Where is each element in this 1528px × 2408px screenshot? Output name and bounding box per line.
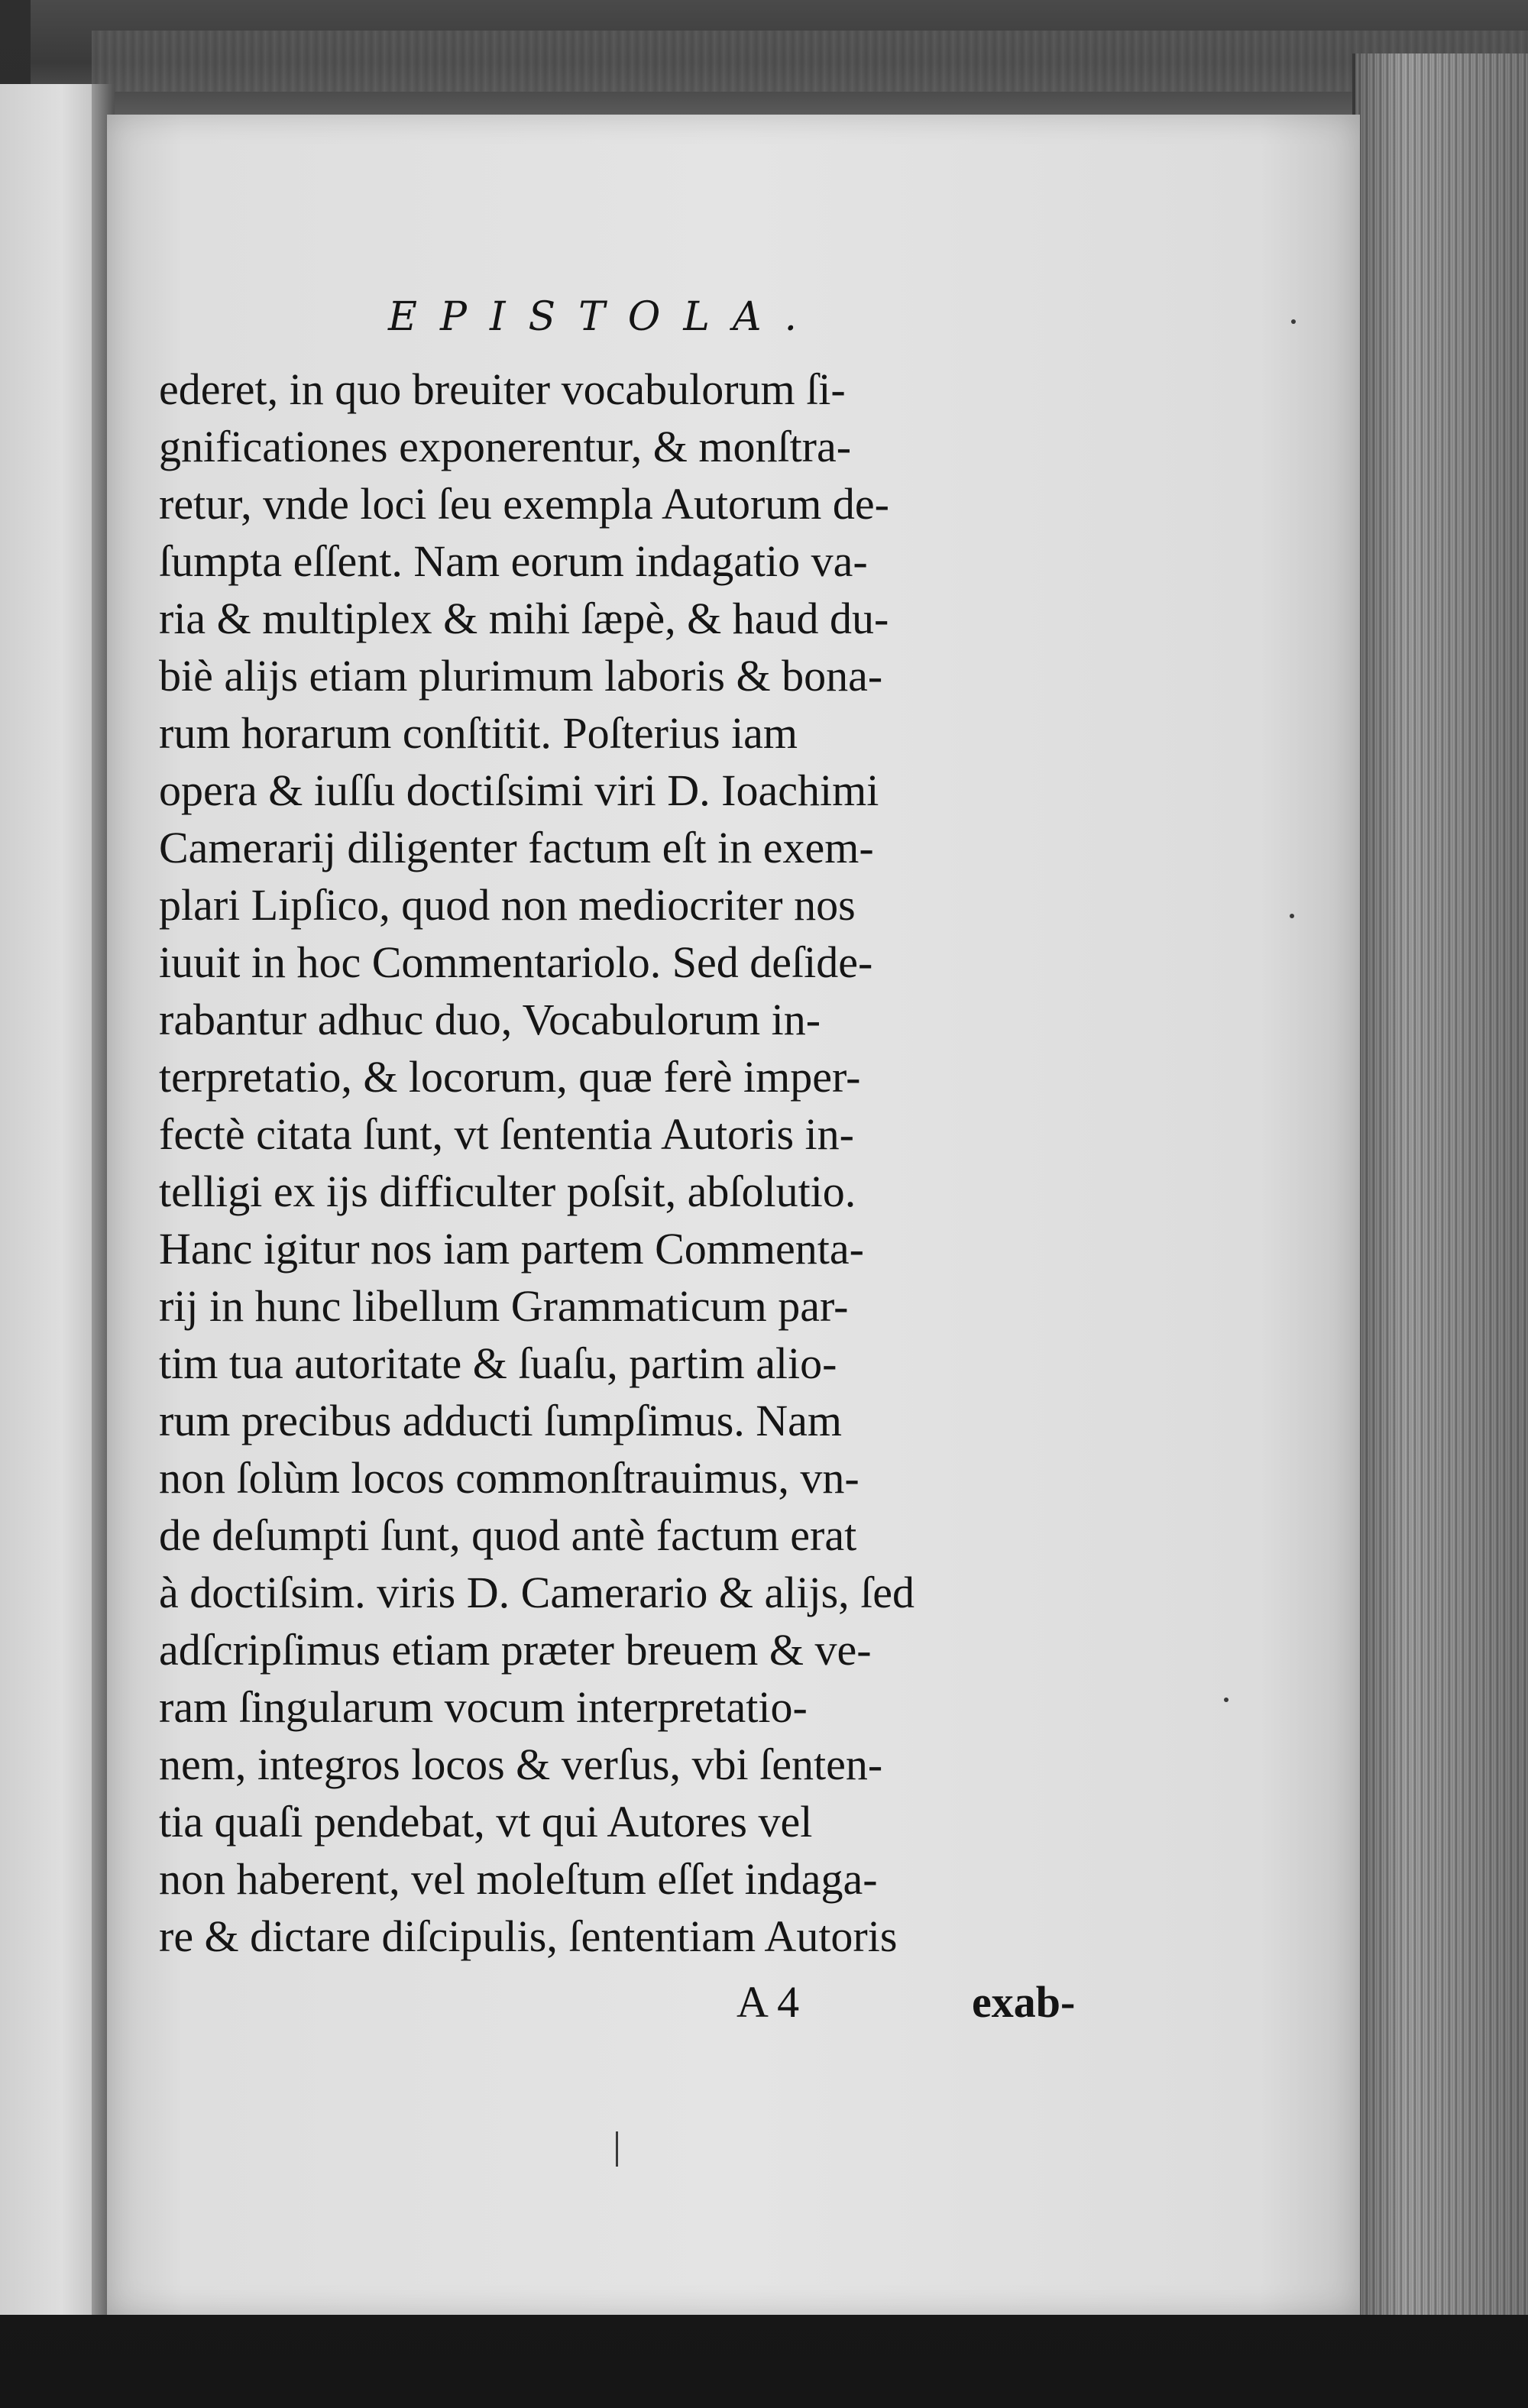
text-line: de deſumpti ſunt, quod antè factum erat xyxy=(159,1510,857,1560)
text-line: Camerarij diligenter factum eſt in exem- xyxy=(159,823,874,872)
paper-speck xyxy=(1224,1698,1229,1702)
text-line: à doctiſsim. viris D. Camerario & alijs, ſed xyxy=(159,1568,915,1617)
text-line: tia quaſi pendebat, vt qui Autores vel xyxy=(159,1797,813,1846)
running-header: EPISTOLA. xyxy=(388,294,821,340)
text-line: non ſolùm locos commonſtrauimus, vn- xyxy=(159,1453,860,1503)
page-fore-edge-shadow xyxy=(1352,53,1528,2315)
body-text xyxy=(159,361,1114,1965)
text-line: rum horarum conſtitit. Poſterius iam xyxy=(159,708,798,758)
ink-mark xyxy=(616,2131,618,2167)
text-line: gnificationes exponerentur, & monſtra- xyxy=(159,422,852,471)
text-line: non haberent, vel moleſtum eſſet indaga- xyxy=(159,1854,878,1904)
text-line: iuuit in hoc Commentariolo. Sed deſide- xyxy=(159,937,873,987)
text-line: adſcripſimus etiam præter breuem & ve- xyxy=(159,1625,872,1675)
text-line: nem, integros locos & verſus, vbi ſenten- xyxy=(159,1740,883,1789)
text-line: Hanc igitur nos iam partem Commenta- xyxy=(159,1224,864,1274)
text-line: ſumpta eſſent. Nam eorum indagatio va- xyxy=(159,536,868,586)
text-line: biè alijs etiam plurimum laboris & bona- xyxy=(159,651,883,701)
text-line: rum precibus adducti ſumpſimus. Nam xyxy=(159,1396,843,1445)
text-line: telligi ex ijs difficulter poſsit, abſolutio. xyxy=(159,1167,856,1216)
text-line: tim tua autoritate & ſuaſu, partim alio- xyxy=(159,1338,837,1388)
text-line: rabantur adhuc duo, Vocabulorum in- xyxy=(159,995,821,1044)
paper-speck xyxy=(1291,319,1296,324)
text-line: terpretatio, & locorum, quæ ferè imper- xyxy=(159,1052,861,1102)
text-line: ram ſingularum vocum interpretatio- xyxy=(159,1682,808,1732)
text-line: rij in hunc libellum Grammaticum par- xyxy=(159,1281,849,1331)
text-line: retur, vnde loci ſeu exempla Autorum de- xyxy=(159,479,889,529)
text-line: ederet, in quo breuiter vocabulorum ſi- xyxy=(159,364,846,414)
text-line: opera & iuſſu doctiſsimi viri D. Ioachimi xyxy=(159,765,879,815)
text-line: fectè citata ſunt, vt ſententia Autoris in- xyxy=(159,1109,854,1159)
left-facing-page xyxy=(0,84,105,2315)
paper-speck xyxy=(1290,914,1294,918)
text-line: plari Lipſico, quod non mediocriter nos xyxy=(159,880,856,930)
catchword: exab- xyxy=(972,1977,1076,2027)
text-line: re & dictare diſcipulis, ſententiam Autoris xyxy=(159,1911,898,1961)
binding-texture xyxy=(92,31,1528,92)
signature-mark: A 4 xyxy=(736,1977,800,2027)
text-line: ria & multiplex & mihi ſæpè, & haud du- xyxy=(159,594,889,643)
